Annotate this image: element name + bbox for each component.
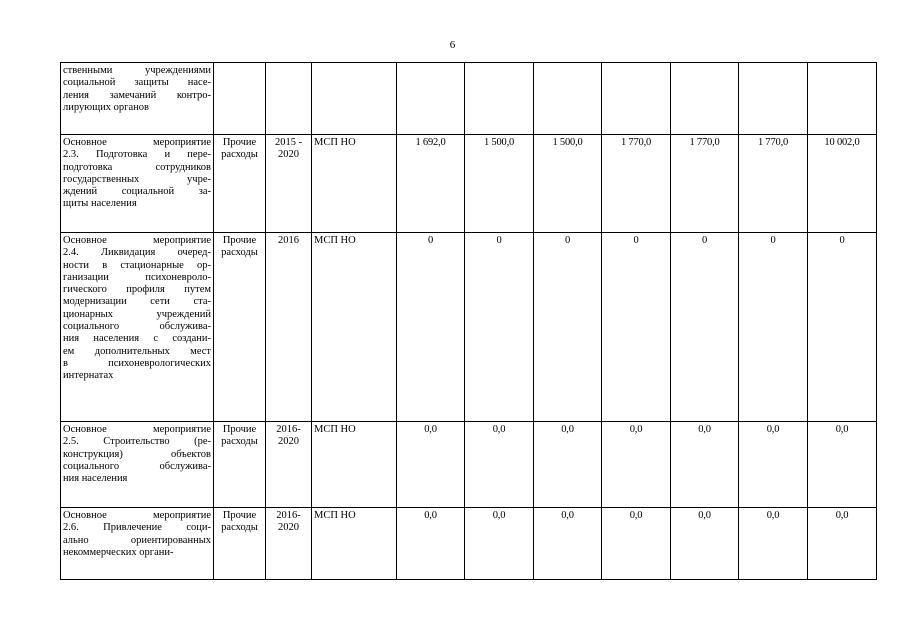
measure-name-line: 2.4. Ликвидация очеред- [63,247,211,259]
table-row [61,135,877,233]
amount-cell: 0,0 [534,508,602,580]
measure-name-line: ганизации психоневроло- [63,271,211,283]
measure-name-cell [61,422,214,508]
measure-name-line: государственных учре- [63,173,211,185]
amount-cell: 1 692,0 [397,135,465,233]
table-body [61,63,877,580]
measure-name-line: в психоневрологических [63,357,211,369]
amount-cell [671,63,739,135]
measure-name-cell [61,63,214,135]
table-row [61,422,877,508]
years-cell [266,63,312,135]
executor-cell: МСП НО [312,233,397,422]
measure-name-line: ления замечаний контро- [63,89,211,101]
funding-source-cell [214,63,266,135]
measure-name-line: ем дополнительных мест [63,345,211,357]
amount-cell: 0 [465,233,534,422]
measure-name-line: ния населения [63,473,128,485]
amount-cell [465,63,534,135]
years-cell: 2016- 2020 [266,508,312,580]
measure-name-line: 2.6. Привлечение соци- [63,522,211,534]
amount-cell: 1 770,0 [671,135,739,233]
amount-cell: 0,0 [397,508,465,580]
funding-source-cell: Прочие расходы [214,422,266,508]
measure-name-line: 2.3. Подготовка и пере- [63,149,211,161]
measure-name-line: ния населения с создани- [63,333,211,345]
amount-cell: 0,0 [808,508,877,580]
measure-name-line: Основное мероприятие [63,235,211,246]
amount-cell [397,63,465,135]
measure-name-cell [61,135,214,233]
amount-cell [739,63,808,135]
table-row [61,508,877,580]
amount-cell: 0 [671,233,739,422]
amount-cell: 10 002,0 [808,135,877,233]
measure-name-line: ждений социальной за- [63,186,211,198]
measure-name-line: ально ориентированных [63,534,211,546]
amount-cell [808,63,877,135]
measure-name-line: конструкция) объектов [63,448,211,460]
amount-cell: 0,0 [465,422,534,508]
measure-name-line: Основное мероприятие [63,137,211,148]
amount-cell: 1 500,0 [465,135,534,233]
measure-name-line: ственными учреждениями [63,65,211,76]
amount-cell: 0,0 [739,508,808,580]
measure-name-line: социальной защиты насе- [63,77,211,89]
funding-source-cell: Прочие расходы [214,135,266,233]
amount-cell: 0,0 [397,422,465,508]
years-cell: 2016- 2020 [266,422,312,508]
amount-cell: 0 [739,233,808,422]
years-cell: 2016 [266,233,312,422]
amount-cell: 0 [808,233,877,422]
measure-name-cell [61,233,214,422]
measure-name-line: Основное мероприятие [63,424,211,435]
executor-cell [312,63,397,135]
page-number: 6 [449,39,456,51]
measure-name-line: ности в стационарные ор- [63,259,211,271]
measure-name-line: лирующих органов [63,101,149,113]
measure-name-line: социального обслужива- [63,321,211,333]
amount-cell: 0,0 [671,508,739,580]
measure-name-line: ционарных учреждений [63,308,211,320]
measure-name-line: гического профиля путем [63,284,211,296]
measure-name-line: щиты населения [63,198,137,210]
amount-cell: 0,0 [602,508,671,580]
table-row [61,233,877,422]
amount-cell: 0,0 [808,422,877,508]
amount-cell: 0,0 [534,422,602,508]
executor-cell: МСП НО [312,135,397,233]
amount-cell: 0,0 [671,422,739,508]
measure-name-line: подготовка сотрудников [63,161,211,173]
table-row [61,63,877,135]
measure-name-line: модернизации сети ста- [63,296,211,308]
measure-name-line: интернатах [63,370,114,382]
funding-source-cell: Прочие расходы [214,508,266,580]
measure-name-line: социального обслужива- [63,460,211,472]
amount-cell: 0 [602,233,671,422]
amount-cell: 1 500,0 [534,135,602,233]
amount-cell [534,63,602,135]
funding-source-cell: Прочие расходы [214,233,266,422]
amount-cell: 0 [534,233,602,422]
amount-cell: 1 770,0 [739,135,808,233]
amount-cell: 1 770,0 [602,135,671,233]
amount-cell: 0,0 [602,422,671,508]
amount-cell [602,63,671,135]
measure-name-line: Основное мероприятие [63,510,211,521]
amount-cell: 0 [397,233,465,422]
executor-cell: МСП НО [312,508,397,580]
amount-cell: 0,0 [739,422,808,508]
measure-name-line: 2.5. Строительство (ре- [63,436,211,448]
years-cell: 2015 - 2020 [266,135,312,233]
executor-cell: МСП НО [312,422,397,508]
amount-cell: 0,0 [465,508,534,580]
measure-name-cell [61,508,214,580]
measure-name-line: некоммерческих органи- [63,546,174,558]
budget-table [60,62,877,580]
